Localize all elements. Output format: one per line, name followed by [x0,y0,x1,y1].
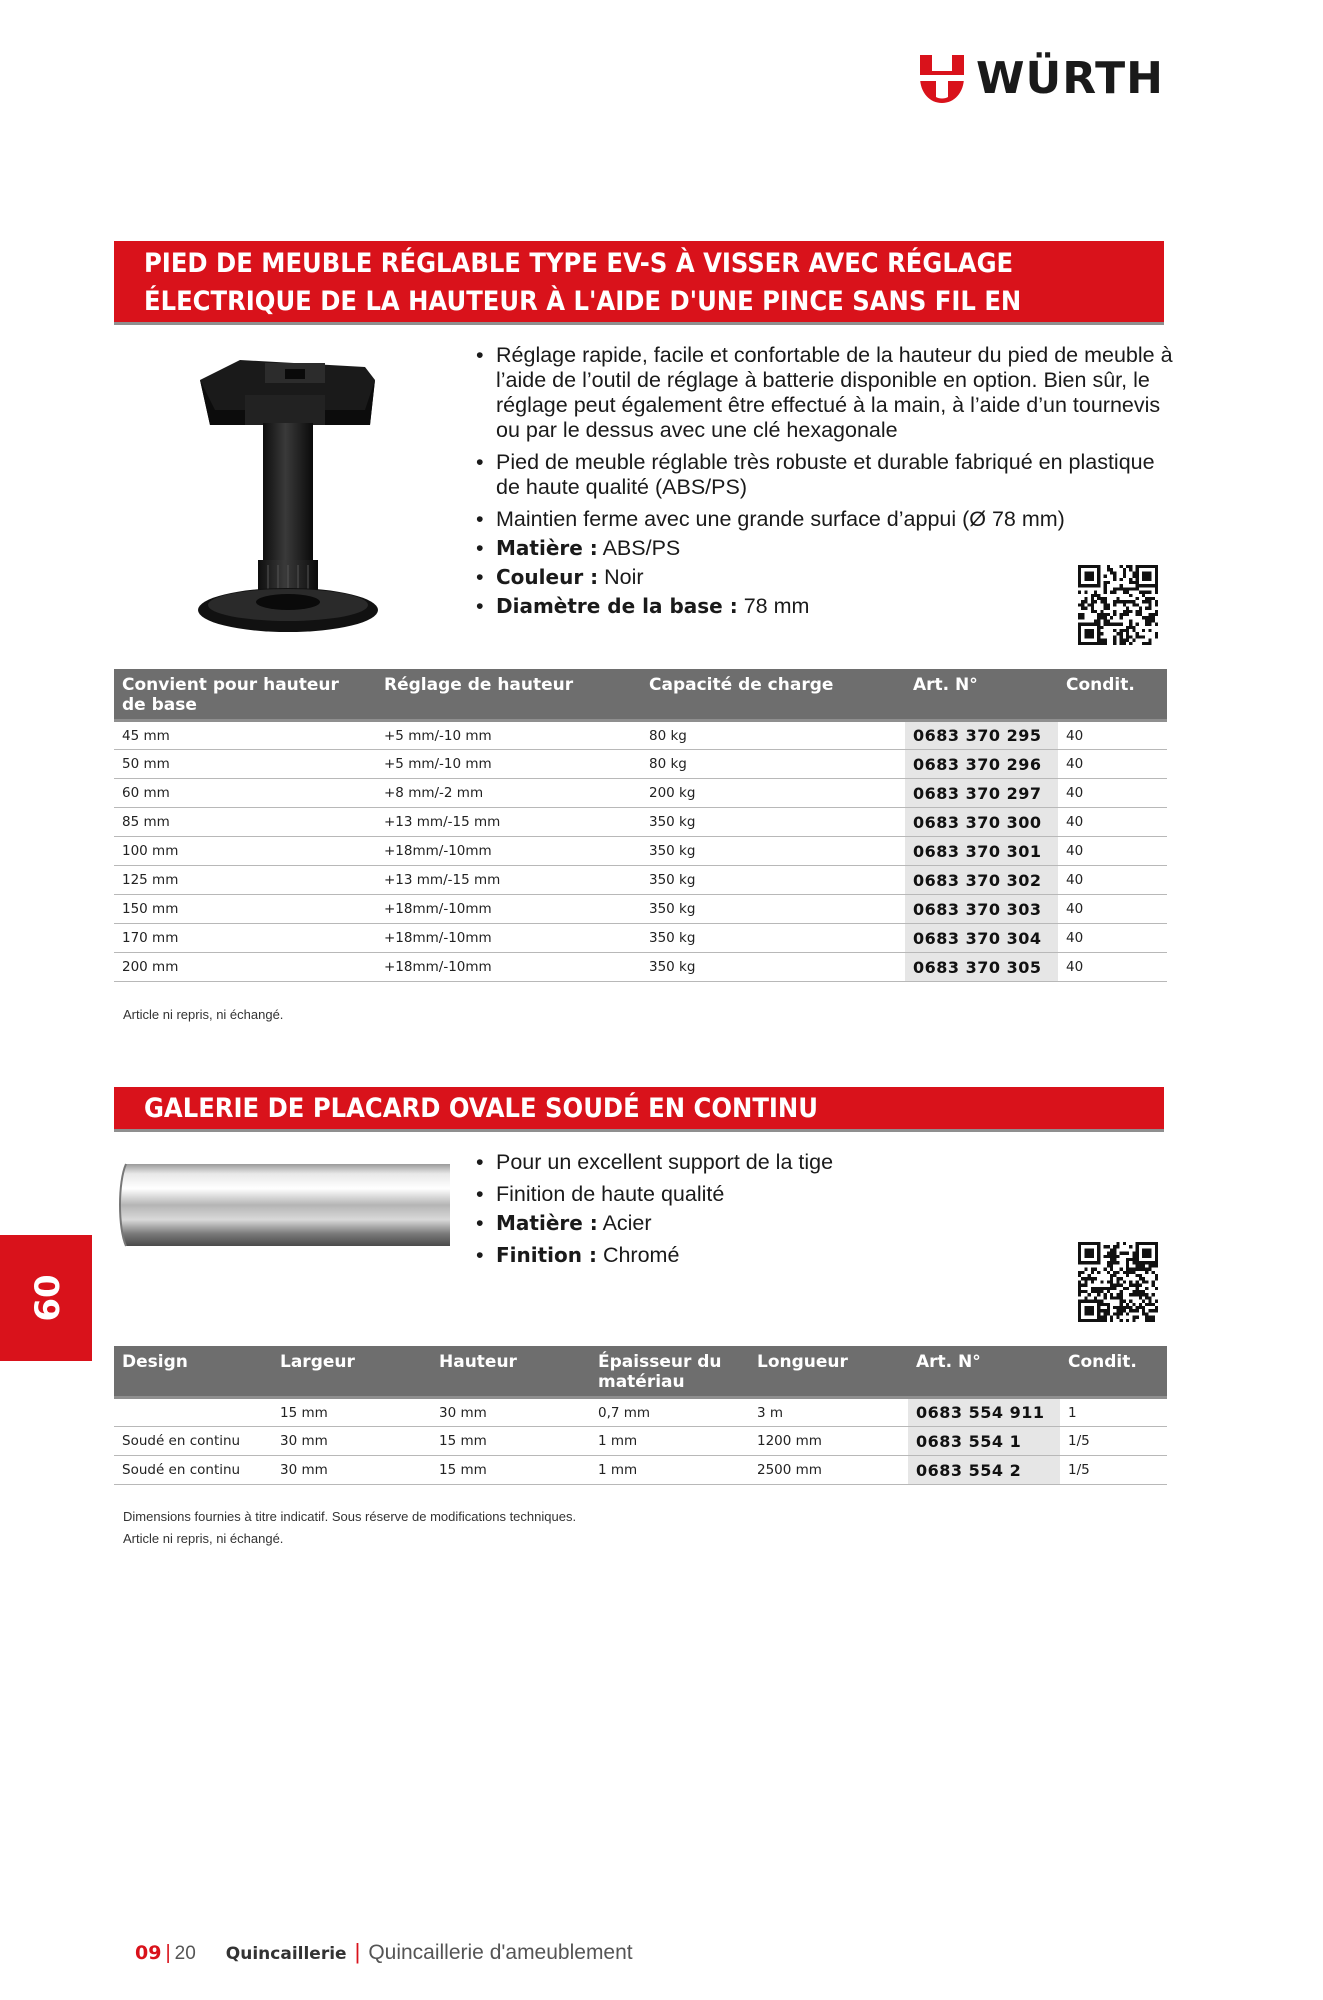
feature-item: • Pied de meuble réglable très robuste et durable fabriqué en plastique de haute qualité (ABS/PS) [474,450,1174,500]
article-number-cell: 0683 370 303 [905,895,1058,924]
table-cell: +13 mm/-15 mm [376,866,641,895]
wurth-logo [918,52,1170,106]
table-cell: 1/5 [1060,1427,1167,1456]
article-number-cell: 0683 370 300 [905,808,1058,837]
section1-features [474,343,1174,623]
footer-category: Quincaillerie [225,1944,347,1964]
table-cell: 200 kg [641,779,905,808]
column-header: Condit. [1058,669,1167,721]
table-cell: 350 kg [641,866,905,895]
table-row [114,924,1167,953]
column-header: Condit. [1060,1346,1167,1398]
table-cell: +5 mm/-10 mm [376,721,641,750]
note-line: Dimensions fournies à titre indicatif. Sous réserve de modifications techniques. [123,1509,577,1524]
feature-item: • Réglage rapide, facile et confortable de la hauteur du pied de meuble à l’aide de l’outil de réglage à batterie disponible en option. Bien sûr, le réglage peut également être effectué à la main, à l’aide d’un tournevis ou par le dessus avec une clé hexagonale [474,343,1174,443]
table-cell: 1 mm [590,1427,749,1456]
spec-label: Finition : [496,1243,597,1267]
column-header: Largeur [272,1346,431,1398]
column-header: Design [114,1346,272,1398]
article-number-cell: 0683 554 2 [908,1456,1060,1485]
spec-item [474,1243,994,1268]
table-cell: 1200 mm [749,1427,908,1456]
table-cell: Soudé en continu [114,1456,272,1485]
chapter-side-tab [0,1235,92,1361]
table-row [114,750,1167,779]
section2-title: GALERIE DE PLACARD OVALE SOUDÉ EN CONTINU [114,1087,1164,1132]
spec-label: Matière : [496,1211,598,1235]
spec-item [474,594,1174,619]
table-cell: +18mm/-10mm [376,924,641,953]
table-cell: 1 mm [590,1456,749,1485]
table-cell: 2500 mm [749,1456,908,1485]
article-number-cell: 0683 370 302 [905,866,1058,895]
footer-page-number: 20 [174,1943,196,1964]
table-cell: 45 mm [114,721,376,750]
table-cell: 40 [1058,953,1167,982]
spec-label: Diamètre de la base : [496,594,738,618]
article-number-cell: 0683 370 295 [905,721,1058,750]
column-header: Art. N° [905,669,1058,721]
wardrobe-rail-image [116,1158,450,1254]
table-header-row [114,1346,1167,1398]
qr-code-icon[interactable] [1078,565,1158,645]
article-number-cell: 0683 554 1 [908,1427,1060,1456]
table-row [114,1398,1167,1427]
table-row [114,837,1167,866]
table-cell: 50 mm [114,750,376,779]
table-cell: 100 mm [114,837,376,866]
section1-title: PIED DE MEUBLE RÉGLABLE TYPE EV-S À VISSER AVEC RÉGLAGE ÉLECTRIQUE DE LA HAUTEUR À L'AIDE D'UNE PINCE SANS FIL EN OPTION [114,241,1164,325]
column-header: Convient pour hauteur de base [114,669,376,721]
table-cell: +13 mm/-15 mm [376,808,641,837]
spec-value: Acier [597,1211,652,1235]
table-row [114,1427,1167,1456]
table-cell: +18mm/-10mm [376,837,641,866]
footer-chapter: 09 [135,1942,162,1964]
article-number-cell: 0683 370 304 [905,924,1058,953]
table-cell: 150 mm [114,895,376,924]
table-cell: 1/5 [1060,1456,1167,1485]
table-row [114,721,1167,750]
chapter-tab-label: 09 [25,1274,66,1322]
table-cell: 200 mm [114,953,376,982]
section1-table [114,669,1167,982]
spec-value: ABS/PS [597,536,681,560]
feature-item: • Pour un excellent support de la tige [474,1150,994,1175]
furniture-leg-image [190,355,390,640]
table-cell: 350 kg [641,808,905,837]
spec-item [474,565,1174,590]
section1-note: Article ni repris, ni échangé. [123,1007,284,1022]
page-footer [135,1939,633,1965]
table-cell: 40 [1058,866,1167,895]
table-row [114,1456,1167,1485]
section2-notes [123,1506,576,1550]
section2-features [474,1150,994,1275]
table-row [114,895,1167,924]
note-line: Article ni repris, ni échangé. [123,1531,284,1546]
table-cell: 40 [1058,895,1167,924]
table-cell: 3 m [749,1398,908,1427]
table-cell: 125 mm [114,866,376,895]
column-header: Hauteur [431,1346,590,1398]
table-cell: 80 kg [641,750,905,779]
table-cell: 40 [1058,779,1167,808]
spec-item [474,536,1174,561]
column-header: Capacité de charge [641,669,905,721]
table-row [114,866,1167,895]
table-cell: 170 mm [114,924,376,953]
table-cell: 0,7 mm [590,1398,749,1427]
table-cell: 30 mm [431,1398,590,1427]
table-cell [114,1398,272,1427]
table-cell: 40 [1058,924,1167,953]
table-cell: 30 mm [272,1427,431,1456]
footer-separator: | [165,1942,171,1964]
table-cell: 85 mm [114,808,376,837]
footer-divider: | [354,1939,361,1964]
table-cell: +5 mm/-10 mm [376,750,641,779]
table-cell: 40 [1058,750,1167,779]
table-cell: 15 mm [431,1427,590,1456]
wurth-logo-mark-icon [918,53,966,105]
table-cell: 15 mm [431,1456,590,1485]
article-number-cell: 0683 370 296 [905,750,1058,779]
article-number-cell: 0683 554 911 [908,1398,1060,1427]
table-cell: 80 kg [641,721,905,750]
table-cell: 1 [1060,1398,1167,1427]
spec-label: Matière : [496,536,598,560]
feature-item: • Maintien ferme avec une grande surface d’appui (Ø 78 mm) [474,507,1174,532]
table-cell: 15 mm [272,1398,431,1427]
spec-value: Chromé [596,1243,680,1267]
column-header: Épaisseur du matériau [590,1346,749,1398]
brand-name: WÜRTH [976,53,1165,104]
table-row [114,953,1167,982]
article-number-cell: 0683 370 301 [905,837,1058,866]
table-row [114,779,1167,808]
table-cell: 350 kg [641,895,905,924]
table-cell: 40 [1058,808,1167,837]
table-cell: Soudé en continu [114,1427,272,1456]
table-cell: +18mm/-10mm [376,895,641,924]
column-header: Réglage de hauteur [376,669,641,721]
article-number-cell: 0683 370 297 [905,779,1058,808]
table-cell: 40 [1058,837,1167,866]
spec-value: Noir [598,565,644,589]
table-cell: 350 kg [641,953,905,982]
table-cell: 350 kg [641,837,905,866]
table-row [114,808,1167,837]
section2-table [114,1346,1167,1485]
table-cell: 30 mm [272,1456,431,1485]
spec-label: Couleur : [496,565,599,589]
table-cell: 350 kg [641,924,905,953]
column-header: Longueur [749,1346,908,1398]
table-cell: 40 [1058,721,1167,750]
table-cell: 60 mm [114,779,376,808]
spec-value: 78 mm [737,594,810,618]
table-header-row [114,669,1167,721]
footer-subcategory: Quincaillerie d'ameublement [368,1941,633,1964]
article-number-cell: 0683 370 305 [905,953,1058,982]
spec-item [474,1211,994,1236]
qr-code-icon[interactable] [1078,1242,1158,1322]
column-header: Art. N° [908,1346,1060,1398]
table-cell: +18mm/-10mm [376,953,641,982]
table-cell: +8 mm/-2 mm [376,779,641,808]
feature-item: • Finition de haute qualité [474,1182,994,1207]
